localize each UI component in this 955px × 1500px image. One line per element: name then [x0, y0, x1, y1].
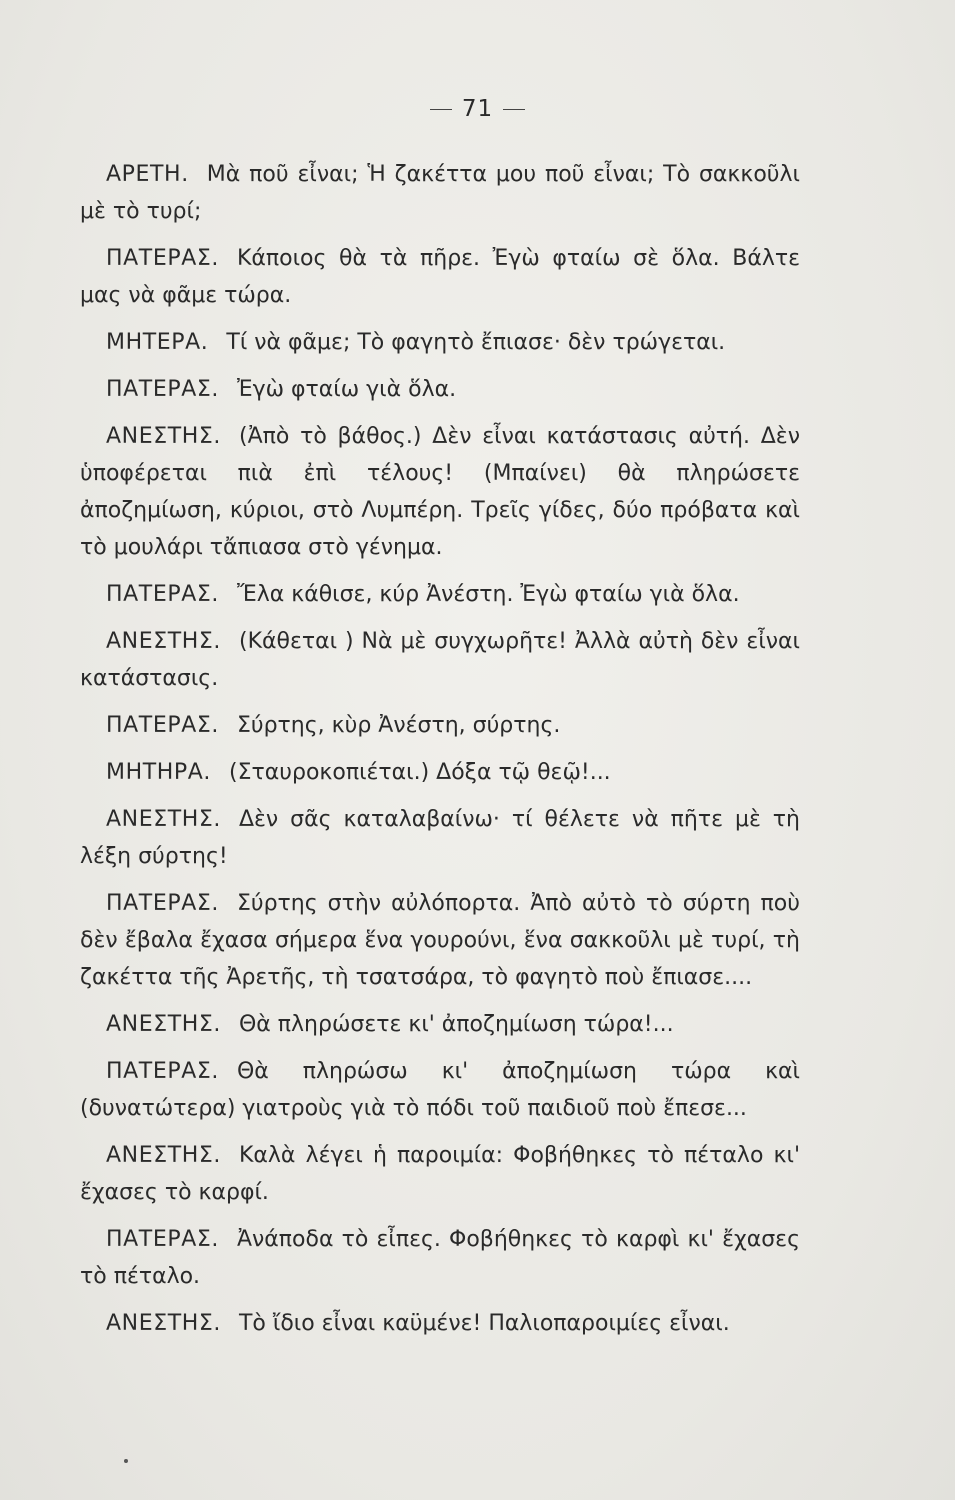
speech-text: Δὲν σᾶς καταλαβαίνω· τί θέλετε νὰ πῆτε μὲ τὴ λέξη σύρτης! — [80, 807, 800, 869]
dialogue-text — [80, 156, 800, 1352]
dialogue-line — [80, 418, 800, 566]
dialogue-line — [80, 576, 800, 613]
dialogue-line — [80, 801, 800, 875]
speaker-name: ΑΡΕΤΗ. — [106, 162, 189, 187]
dialogue-line — [80, 1053, 800, 1127]
dialogue-line — [80, 754, 800, 791]
speaker-name: ΠΑΤΕΡΑΣ. — [106, 891, 219, 916]
speech-text: Μὰ ποῦ εἶναι; Ἡ ζακέττα μου ποῦ εἶναι; Τὸ σακκοῦλι μὲ τὸ τυρί; — [80, 162, 800, 224]
right-dash — [503, 109, 525, 110]
dialogue-line — [80, 623, 800, 697]
speaker-name: ΜΗΤΗΡΑ. — [106, 760, 212, 785]
speaker-name: ΠΑΤΕΡΑΣ. — [106, 713, 219, 738]
speech-text: (Κάθεται ) Νὰ μὲ συγχωρῆτε! Ἀλλὰ αὐτὴ δὲν εἶναι κατάστασις. — [80, 629, 800, 691]
dialogue-line — [80, 1221, 800, 1295]
speech-text: Ἐγὼ φταίω γιὰ ὅλα. — [236, 377, 457, 402]
speech-text: Θὰ πληρώσω κι' ἀποζημίωση τώρα καὶ (δυνατώτερα) γιατροὺς γιὰ τὸ πόδι τοῦ παιδιοῦ ποὺ ἔπεσε... — [80, 1059, 800, 1121]
ink-speck — [124, 1459, 128, 1463]
speaker-name: ΑΝΕΣΤΗΣ. — [106, 807, 221, 832]
speaker-name: ΑΝΕΣΤΗΣ. — [106, 1143, 221, 1168]
speech-text: (Σταυροκοπιέται.) Δόξα τῷ θεῷ!... — [229, 760, 611, 785]
speech-text: Σύρτης, κὺρ Ἀνέστη, σύρτης. — [236, 713, 561, 738]
speech-text: Ἔλα κάθισε, κύρ Ἀνέστη. Ἐγὼ φταίω γιὰ ὅλα. — [236, 582, 740, 607]
dialogue-line — [80, 371, 800, 408]
dialogue-line — [80, 1006, 800, 1043]
speaker-name: ΠΑΤΕΡΑΣ. — [106, 377, 219, 402]
speech-text: Καλὰ λέγει ἡ παροιμία: Φοβήθηκες τὸ πέταλο κι' ἔχασες τὸ καρφί. — [80, 1143, 800, 1205]
speaker-name: ΜΗΤΕΡΑ. — [106, 330, 209, 355]
page-number: 71 — [461, 96, 494, 122]
dialogue-line — [80, 1137, 800, 1211]
dialogue-line — [80, 885, 800, 996]
dialogue-line — [80, 240, 800, 314]
speaker-name: ΑΝΕΣΤΗΣ. — [106, 424, 221, 449]
speech-text: Σύρτης στὴν αὐλόπορτα. Ἀπὸ αὐτὸ τὸ σύρτη ποὺ δὲν ἔβαλα ἔχασα σήμερα ἕνα γουρούνι, ἕνα σακκοῦλι μὲ τυρί, τὴ ζακέττα τῆς Ἀρετῆς, τὴ τσατσάρα, τὸ φαγητὸ ποὺ ἔπιασε.... — [80, 891, 800, 990]
speaker-name: ΠΑΤΕΡΑΣ. — [106, 1059, 219, 1084]
speaker-name: ΠΑΤΕΡΑΣ. — [106, 1227, 219, 1252]
speaker-name: ΑΝΕΣΤΗΣ. — [106, 629, 221, 654]
speaker-name: ΠΑΤΕΡΑΣ. — [106, 246, 219, 271]
dialogue-line — [80, 324, 800, 361]
speaker-name: ΠΑΤΕΡΑΣ. — [106, 582, 219, 607]
speech-text: Κάποιος θὰ τὰ πῆρε. Ἐγὼ φταίω σὲ ὅλα. Βάλτε μας νὰ φᾶμε τώρα. — [80, 246, 800, 308]
speech-text: Τί νὰ φᾶμε; Τὸ φαγητὸ ἔπιασε· δὲν τρώγεται. — [226, 330, 726, 355]
speaker-name: ΑΝΕΣΤΗΣ. — [106, 1311, 221, 1336]
dialogue-line — [80, 156, 800, 230]
dialogue-line — [80, 1305, 800, 1342]
left-dash — [430, 109, 452, 110]
dialogue-line — [80, 707, 800, 744]
speaker-name: ΑΝΕΣΤΗΣ. — [106, 1012, 221, 1037]
page-number-header — [0, 96, 955, 122]
speech-text: (Ἀπὸ τὸ βάθος.) Δὲν εἶναι κατάστασις αὐτή. Δὲν ὑποφέρεται πιὰ ἐπὶ τέλους! (Μπαίνει) θὰ πληρώσετε ἀποζημίωση, κύριοι, στὸ Λυμπέρη. Τρεῖς γίδες, δύο πρόβατα καὶ τὸ μουλάρι τἄπιασα στὸ γένημα. — [80, 424, 800, 560]
speech-text: Ἀνάποδα τὸ εἶπες. Φοβήθηκες τὸ καρφὶ κι' ἔχασες τὸ πέταλο. — [80, 1227, 800, 1289]
speech-text: Θὰ πληρώσετε κι' ἀποζημίωση τώρα!... — [238, 1012, 674, 1037]
speech-text: Τὸ ἴδιο εἶναι καϋμένε! Παλιοπαροιμίες εἶναι. — [238, 1311, 730, 1336]
